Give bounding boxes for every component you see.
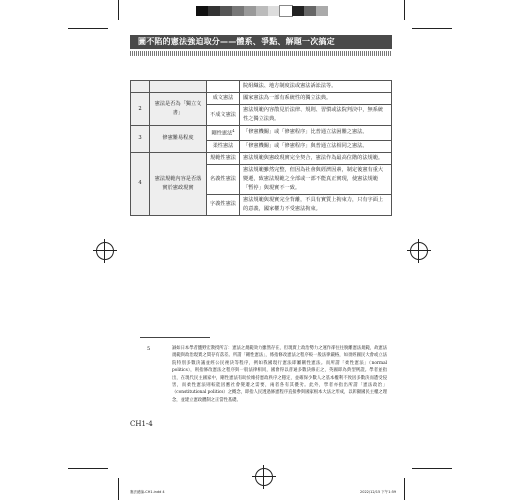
table-cell-sub: 成文憲法 xyxy=(207,93,240,105)
footnote-rule xyxy=(140,337,210,338)
registration-mark-left xyxy=(96,242,114,260)
table-cell-desc: 院組織法、地方制度法或憲法訴訟法等。 xyxy=(240,81,392,93)
registration-mark-bottom xyxy=(255,468,273,486)
table-cell-sub: 柔性憲法 xyxy=(207,140,240,152)
table-cell-desc: 「修憲機關」或「修憲程序」比普通立法困難之憲法。 xyxy=(240,126,392,141)
table-cell-num: 3 xyxy=(131,126,150,153)
table-cell-desc: 國家憲法為一部有系統性的獨立法典。 xyxy=(240,93,392,105)
footnote-text: 誠如日本學者鹽野宏教授所言：憲法之規範效力雖然存在，但現實上政治勢力之運作卻往往脫離憲法規範，故憲法規範與政治現實之間存有落差。所謂「剛性憲法」，係指修改憲法之程序較一般法律嚴格，如須經國民大會或立法院特別多數決議並經公民複決等程序，例如我國現行憲法即屬剛性憲法。而所謂「柔性憲法」（normal politics），則指修改憲法之程序與一般法律相同，國會得以普通多數決修正之，英國即為典型例證。學者並指出，在現代民主國家中，剛性憲法有助於維持憲政秩序之穩定，並確保少數人之基本權利不致因多數決而遭受侵害，而柔性憲法則較能因應社會變遷之需要，兩者各有其優劣。此外，學者亦指出所謂「憲法政治」（constitutional politics）之概念，即指人民透過修憲程序直接參與國家根本大法之形成，以彰顯國民主權之理念，並建立憲政體制之正當性基礎。 xyxy=(172,346,387,403)
crop-mark-bottom-right-h xyxy=(412,468,452,469)
table-cell-num xyxy=(131,81,150,93)
file-slug: 憲法總論-CH1.indd 4 xyxy=(130,490,165,494)
table-cell-category: 修憲難易程度 xyxy=(150,126,207,153)
footnote-ref: 4 xyxy=(232,129,235,133)
table-cell-sub-text: 剛性憲法 xyxy=(211,130,233,137)
crop-mark-bottom-left-v xyxy=(118,478,119,500)
table-cell-sub: 規範性憲法 xyxy=(207,152,240,164)
table-cell-sub: 名義性憲法 xyxy=(207,164,240,194)
header-hatch-rule xyxy=(130,51,392,56)
crop-mark-bottom-left-h xyxy=(68,468,108,469)
table-cell-desc: 憲法規範與憲政現實完全契合，憲法作為最高位階的法規範。 xyxy=(240,152,392,164)
table-row xyxy=(131,126,392,141)
table-cell-category: 憲法是否為「獨立文書」 xyxy=(150,93,207,126)
table-cell-desc: 憲法規範與現實完全背離，不具有實質上拘束力，只有字面上的意義，國家權力不受憲法拘束。 xyxy=(240,194,392,215)
date-slug: 2022/12/15 下午1:59 xyxy=(360,490,397,494)
table-cell-num: 4 xyxy=(131,152,150,215)
table-cell-category xyxy=(150,81,207,93)
crop-mark-bottom-right-v xyxy=(404,478,405,500)
crop-mark-top-left-h xyxy=(68,28,108,29)
table-cell-desc: 憲法規範內容散見於法律、規則、習慣或法院判決中，無系統性之獨立法典。 xyxy=(240,105,392,126)
table-cell-sub: 字義性憲法 xyxy=(207,194,240,215)
table-row xyxy=(131,152,392,164)
table-cell-sub xyxy=(207,126,240,141)
registration-mark-right xyxy=(410,242,428,260)
table-cell-sub: 不成文憲法 xyxy=(207,105,240,126)
crop-mark-top-right-h xyxy=(412,28,452,29)
table-row xyxy=(131,93,392,105)
color-bar xyxy=(196,6,328,16)
table-cell-category: 憲法規範內容是否落實於憲政現實 xyxy=(150,152,207,215)
table-row xyxy=(131,81,392,93)
header-title: 圖不陷的憲法強迫取分——體系、爭點、解題一次搞定 xyxy=(138,37,335,46)
table-cell-num: 2 xyxy=(131,93,150,126)
table-cell-desc: 「修憲機關」或「修憲程序」與普通立法相同之憲法。 xyxy=(240,140,392,152)
table-cell-desc: 憲法規範雖然完整，但因為社會與經濟因素，制定後憲有重大變遷，致憲法規範之全部或一部不能真正實現，使憲法規範「暫停」與現實不一致。 xyxy=(240,164,392,194)
running-header xyxy=(130,35,392,49)
constitution-classification-table xyxy=(130,80,392,216)
table-cell-sub xyxy=(207,81,240,93)
crop-mark-top-left-v xyxy=(118,0,119,20)
footnote-number: 5 xyxy=(147,346,151,352)
page-number: CH1-4 xyxy=(130,420,153,428)
crop-mark-top-right-v xyxy=(404,0,405,20)
